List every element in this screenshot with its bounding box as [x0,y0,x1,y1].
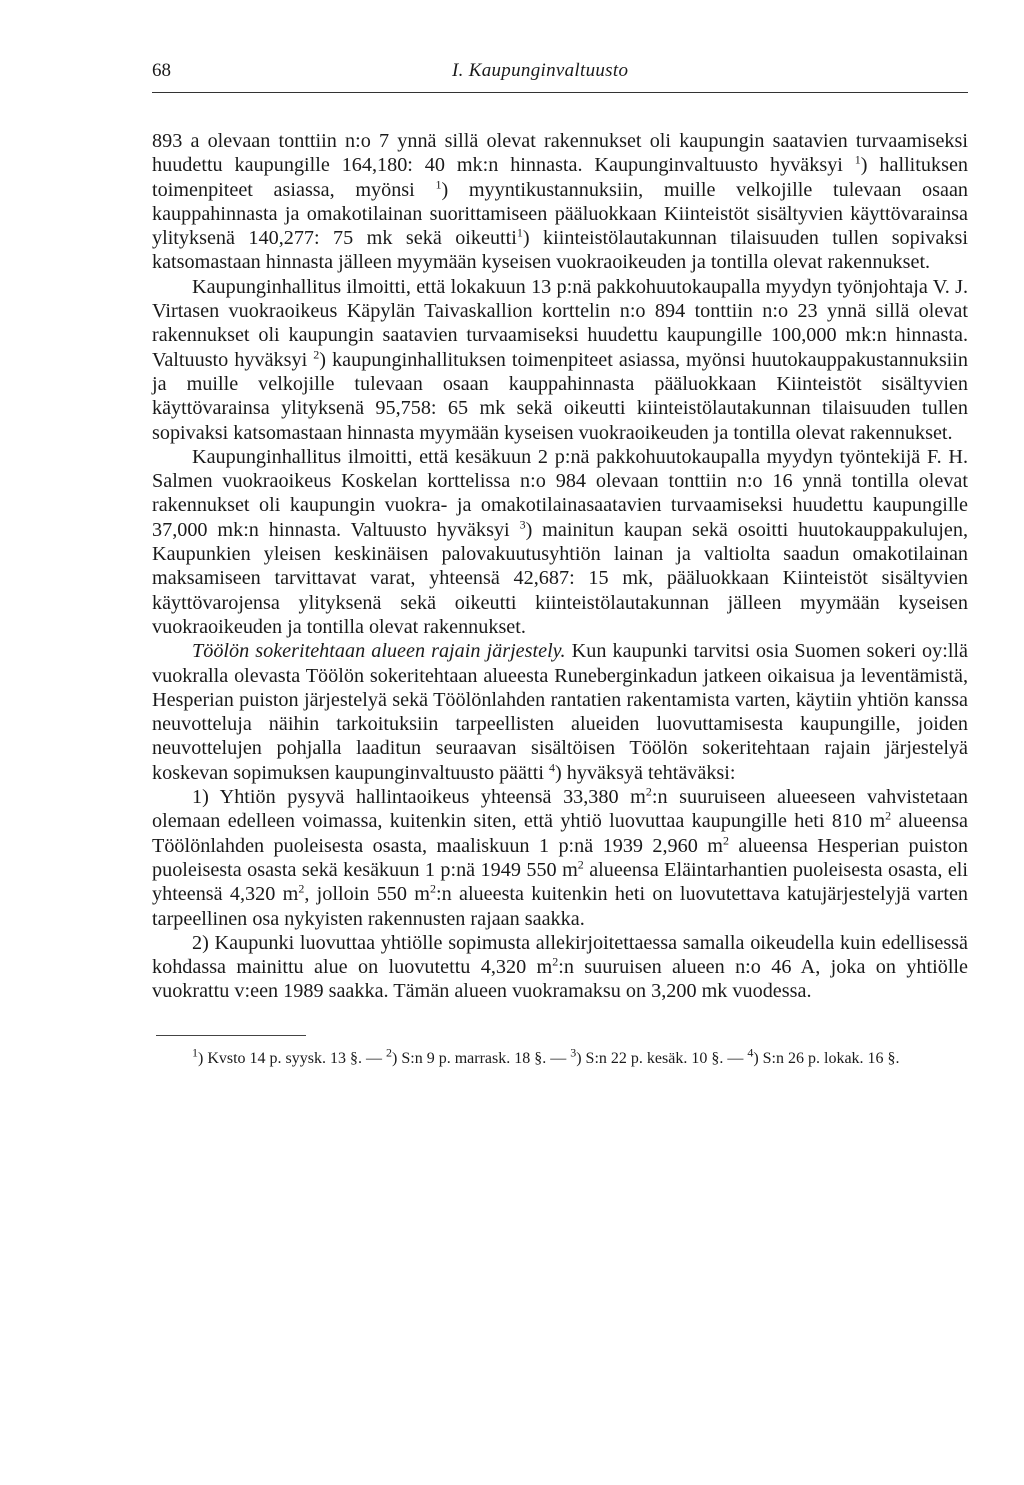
footnotes [152,1045,968,1070]
running-title: I. Kaupunginvaltuusto [452,60,629,81]
text-run: :n suuruiseen alueeseen vahvistetaan olemaan edelleen voimassa, kuitenkin siten, että yhtiö luovuttaa kaupungille heti 810 m [152,786,968,833]
text-run: alueensa Eläintarhantien puoleisesta osasta, eli yhteensä 4,320 m [152,858,968,906]
text-run: hyväksyä tehtäväksi: [566,761,736,784]
square-mark: 2 [885,808,892,823]
text-run: :n suuruisen alueen n:o 46 A, joka on yhtiölle vuokrattu v:een 1989 saakka. Tämän alueen vuokramaksu on 3,200 mk vuodessa. [152,956,968,1003]
footnote-ref: 3 [519,517,526,532]
square-mark: 2 [552,954,559,969]
text-run: 1) Yhtiön pysyvä hallintaoikeus yhteensä 33,380 m [192,786,646,809]
footnote-2: S:n 9 p. marrask. 18 §. — [401,1049,567,1067]
paragraph-3: Kaupunginhallitus ilmoitti, että kesäkuun 2 p:nä pakkohuutokaupalla myydyn työntekijä F. H. Salmen vuokraoikeus Koskelan korttelissa n:o 984 olevaan tonttiin n:o 16 ynnä tontilla olevat rakennukset oli kaupungin vuokra- ja omakotilainasaatavien turvaamiseksi huudettu kaupungille 37,000 mk:n hinnasta. Valtuusto hyväksyi $^3$) mainitun kaupan sekä osoitti huutokauppakulujen, Kaupunkien yleisen keskinäisen palovakuutusyhtiön lainan ja valtiolta saadun omakotilainan maksamiseen tarvittavat varat, yhteensä 42,687: 15 mk, pääluokkaan Kiinteistöt sisältyvien käyttövarojensa ylityksenä sekä oikeutti kiinteistölautakunnan jälleen myymään kyseisen vuokraoikeuden ja tontilla olevat rakennukset. [152,445,968,638]
document-page [152,60,968,1070]
text-run: Kaupunginhallitus ilmoitti, että kesäkuun 2 p:nä pakkohuutokaupalla myydyn työntekijä F. H. Salmen vuokraoikeus Koskelan korttelissa n:o 984 olevaan tonttiin n:o 16 ynnä tontilla olevat rakennukset oli kaupungin vuokra- ja omakotilainasaatavien turvaamiseksi huudettu kaupungille 37,000 mk:n hinnasta. Valtuusto hyväksyi [152,445,968,541]
footnote-ref: 1 [854,152,861,167]
footnote-ref: 1 [435,176,442,191]
text-run: hallituksen toimenpiteet asiassa, myönsi [152,154,968,201]
text-run: mainitun kaupan sekä osoitti huutokauppakulujen, Kaupunkien yleisen keskinäisen palovakuutusyhtiön lainan ja valtiolta saadun omakotilainan maksamiseen tarvittavat varat, yhteensä 42,687: 15 mk, pääluokkaan Kiinteistöt sisältyvien käyttövarojensa ylityksenä sekä oikeutti kiinteistölautakunnan jälleen myymään kyseisen vuokraoikeuden ja tontilla olevat rakennukset. [152,518,968,638]
body-text [152,129,968,1004]
footnote-mark: 4 [747,1045,754,1060]
text-run: alueensa Hesperian puiston puoleisesta osasta sekä kesäkuun 1 p:nä 1949 550 m [152,834,968,881]
footnote-mark: 1 [192,1045,198,1060]
text-run: , jolloin 550 m [304,883,430,906]
paragraph-4: Töölön sokeritehtaan alueen rajain järjestely. Kun kaupunki tarvitsi osia Suomen sokeri oy:llä vuokralla olevasta Töölön sokeritehtaan alueesta Runeberginkadun jatkeen oikaisua ja leventämistä, Hesperian puiston järjestelyä sekä Töölönlahden rantatien rakentamista varten, käytiin yhtiön kanssa neuvotteluja näihin tarkoituksiin tarpeellisten alueiden luovuttamisesta kaupungille, joiden neuvottelujen pohjalla laaditun seuraavan sisältöisen Töölön sokeritehtaan rajain järjestelyä koskevan sopimuksen kaupunginvaltuusto päätti $^4$) hyväksyä tehtäväksi: [152,640,969,784]
paragraph-1: 893 a olevaan tonttiin n:o 7 ynnä sillä olevat rakennukset oli kaupungin saatavien turvaamiseksi huudettu kaupungille 164,180: 40 mk:n hinnasta. Kaupunginvaltuusto hyväksyi $^1$) hallituksen toimenpiteet asiassa, myönsi $^1$) myyntikustannuksiin, muille velkojille tulevaan osaan kauppahinnasta ja omakotilainan suorittamiseen pääluokkaan Kiinteistöt sisältyvien käyttövarainsa ylityksenä 140,277: 75 mk sekä oikeutti$^1$) kiinteistölautakunnan tilaisuuden tullen sopivaksi katsomastaan hinnasta jälleen myymään kyseisen vuokraoikeuden ja tontilla olevat rakennukset. [152,130,968,274]
footnote-rule [156,1035,306,1036]
text-run: :n alueesta kuitenkin heti on luovutettava katujärjestelyjä varten tarpeellinen osa nykyisten rakennusten rajaan saakka. [152,883,968,930]
text-run: myyntikustannuksiin, muille velkojille tulevaan osaan kauppahinnasta ja omakotilainan suorittamiseen pääluokkaan Kiinteistöt sisältyvien käyttövarainsa ylityksenä 140,277: 75 mk sekä oikeutti [152,178,968,250]
footnote-ref: 4 [548,759,555,774]
running-header [152,60,968,90]
footnote-3: S:n 22 p. kesäk. 10 §. — [585,1049,744,1067]
square-mark: 2 [298,881,305,896]
paragraph-2: Kaupunginhallitus ilmoitti, että lokakuun 13 p:nä pakkohuutokaupalla myydyn työnjohtaja V. J. Virtasen vuokraoikeus Käpylän Taivaskallion korttelin n:o 894 tonttiin n:o 23 ynnä sillä olevat rakennukset oli kaupungin saatavien turvaamiseksi huudettu kaupungille 100,000 mk:n hinnasta. Valtuusto hyväksyi $^2$) kaupunginhallituksen toimenpiteet asiassa, myönsi huutokauppakustannuksiin ja muille velkojille tulevaan osaan kauppahinnasta pääluokkaan Kiinteistöt sisältyvien käyttövarainsa ylityksenä 95,758: 65 mk sekä oikeutti kiinteistölautakunnan tilaisuuden tullen sopivaksi katsomastaan hinnasta myymään kyseisen vuokraoikeuden ja tontilla olevat rakennukset. [152,275,968,444]
footnote-mark: 3 [570,1045,577,1060]
footnote-block: $^1$) Kvsto 14 p. syysk. 13 §. — $^2$) S:n 9 p. marrask. 18 §. — $^3$) S:n 22 p. kesäk. 10 §. — $^4$) S:n 26 p. lokak. 16 §. [192,1045,900,1067]
footnote-ref: 2 [313,346,320,361]
section-heading: Töölön sokeritehtaan alueen rajain järjestely. [192,640,566,663]
footnote-ref: 1 [516,225,523,240]
footnote-mark: 2 [386,1045,393,1060]
footnote-4: S:n 26 p. lokak. 16 §. [762,1049,900,1067]
text-run: Kaupunginhallitus ilmoitti, että lokakuun 13 p:nä pakkohuutokaupalla myydyn työnjohtaja V. J. Virtasen vuokraoikeus Käpylän Taivaskallion korttelin n:o 894 tonttiin n:o 23 ynnä sillä olevat rakennukset oli kaupungin saatavien turvaamiseksi huudettu kaupungille 100,000 mk:n hinnasta. Valtuusto hyväksyi [152,275,968,371]
text-run: Kun kaupunki tarvitsi osia Suomen sokeri oy:llä vuokralla olevasta Töölön sokeritehtaan alueesta Runeberginkadun jatkeen oikaisua ja leventämistä, Hesperian puiston järjestelyä sekä Töölönlahden rantatien rakentamista varten, käytiin yhtiön kanssa neuvotteluja näihin tarkoituksiin tarpeellisten alueiden luovuttamisesta kaupungille, joiden neuvottelujen pohjalla laaditun seuraavan sisältöisen Töölön sokeritehtaan rajain järjestelyä koskevan sopimuksen kaupunginvaltuusto päätti [152,640,969,784]
page-number: 68 [152,60,171,81]
square-mark: 2 [577,857,584,872]
paragraph-5 [152,785,968,931]
text-run: alueensa Töölönlahden puoleisesta osasta, maaliskuun 1 p:nä 1939 2,960 m [152,810,968,857]
header-rule [152,92,968,93]
square-mark: 2 [722,832,729,847]
text-run: 893 a olevaan tonttiin n:o 7 ynnä sillä olevat rakennukset oli kaupungin saatavien turvaamiseksi huudettu kaupungille 164,180: 40 mk:n hinnasta. Kaupunginvaltuusto hyväksyi [152,130,968,177]
paragraph-6 [152,931,968,1004]
text-run: kiinteistölautakunnan tilaisuuden tullen sopivaksi katsomastaan hinnasta jälleen myymään kyseisen vuokraoikeuden ja tontilla olevat rakennukset. [152,227,968,274]
footnote-1: Kvsto 14 p. syysk. 13 §. — [207,1049,383,1067]
text-run: 2) Kaupunki luovuttaa yhtiölle sopimusta allekirjoitettaessa samalla oikeudella kuin edellisessä kohdassa mainittu alue on luovutettu 4,320 m [152,931,968,979]
square-mark: 2 [429,881,436,896]
text-run: kaupunginhallituksen toimenpiteet asiassa, myönsi huutokauppakustannuksiin ja muille velkojille tulevaan osaan kauppahinnasta pääluokkaan Kiinteistöt sisältyvien käyttövarainsa ylityksenä 95,758: 65 mk sekä oikeutti kiinteistölautakunnan tilaisuuden tullen sopivaksi katsomastaan hinnasta myymään kyseisen vuokraoikeuden ja tontilla olevat rakennukset. [152,348,968,444]
square-mark: 2 [645,784,652,799]
